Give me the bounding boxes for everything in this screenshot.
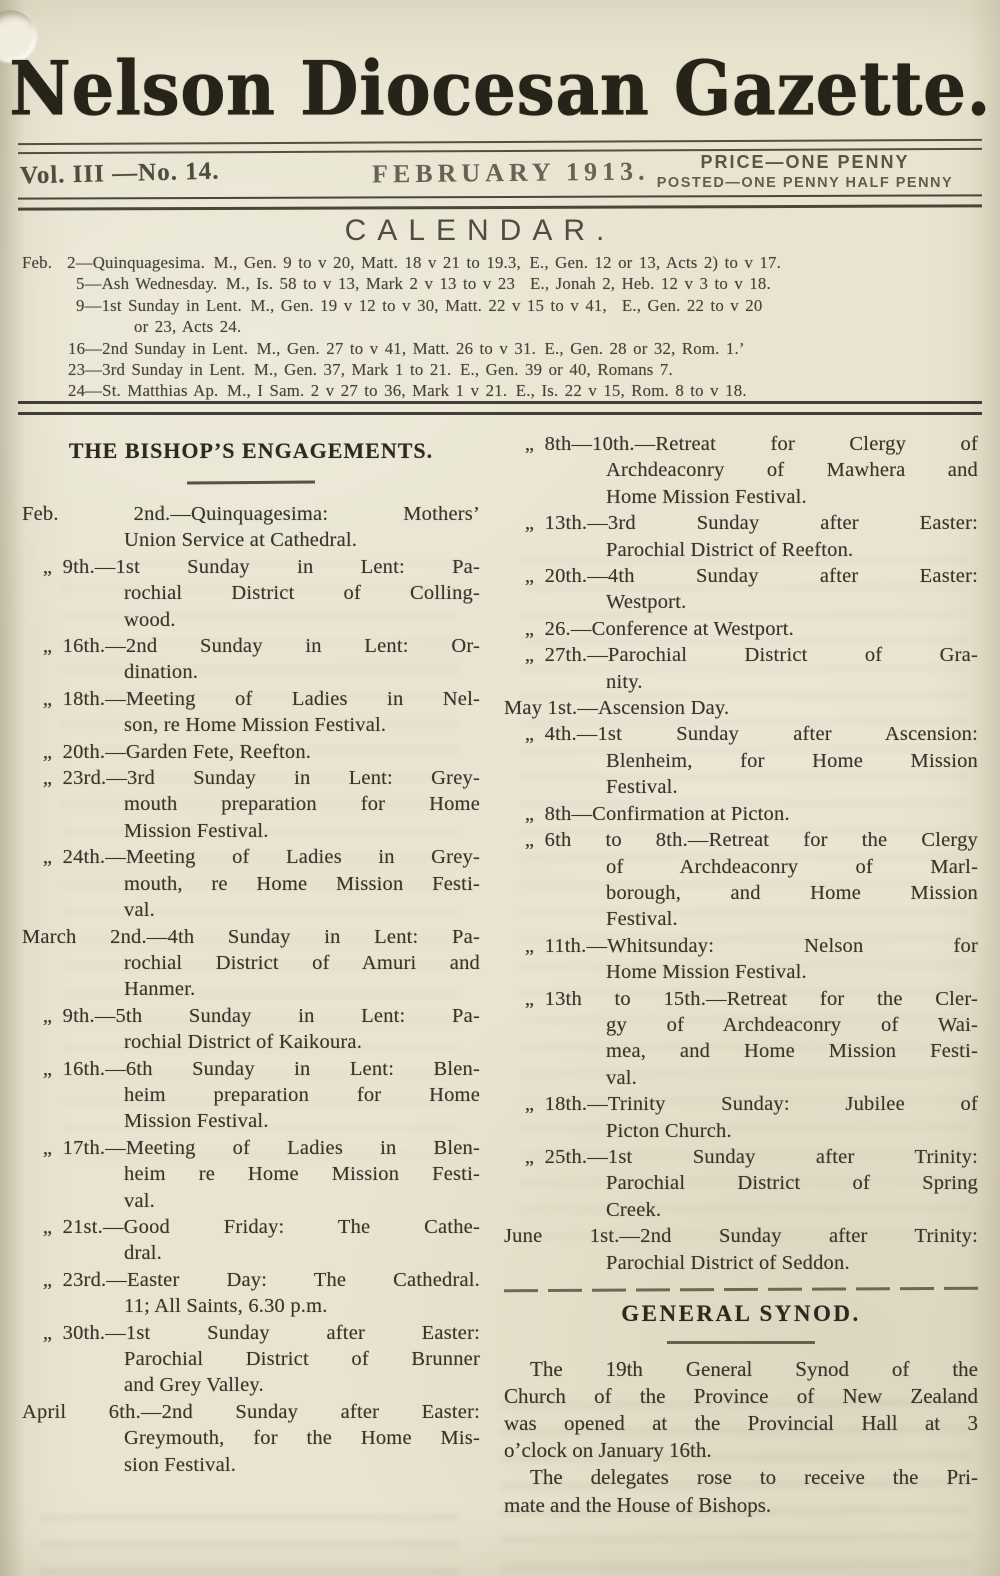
entry-line: „ 25th.—1st Sunday after Trinity: <box>504 1145 978 1168</box>
right-column <box>504 430 978 1519</box>
engagement-entry <box>504 510 978 563</box>
left-column <box>22 430 480 1478</box>
engagement-entry <box>22 501 480 554</box>
engagement-entry <box>22 1267 480 1320</box>
entry-line: 11; All Saints, 6.30 p.m. <box>124 1295 328 1318</box>
entry-line: „ 8th—Confirmation at Picton. <box>504 802 790 825</box>
entry-line: March 2nd.—4th Sunday in Lent: Pa- <box>22 925 480 948</box>
entry-line: Home Mission Festival. <box>606 485 807 508</box>
entry-line: Parochial District of Reefton. <box>606 538 854 561</box>
entry-line: Creek. <box>606 1198 662 1221</box>
calendar-line: 5—Ash Wednesday. M., Is. 58 to v 13, Mark 2 v 13 to v 23 E., Jonah 2, Heb. 12 v 3 to v 18. <box>76 274 771 294</box>
issue-date: FEBRUARY 1913. <box>371 156 650 189</box>
entry-line: val. <box>124 1189 155 1212</box>
entry-line: „ 24th.—Meeting of Ladies in Grey- <box>22 846 480 869</box>
engagement-entry <box>22 1214 480 1267</box>
entry-line: „ 4th.—1st Sunday after Ascension: <box>504 723 978 746</box>
engagement-entry <box>22 1320 480 1399</box>
entry-line: heim re Home Mission Festi- <box>124 1163 480 1186</box>
entry-line: Picton Church. <box>606 1119 732 1142</box>
engagement-entry <box>22 633 480 686</box>
engagement-entry <box>504 616 978 642</box>
engagement-entry <box>504 1144 978 1223</box>
calendar-heading: CALENDAR. <box>344 214 616 247</box>
entry-line: mea, and Home Mission Festi- <box>606 1040 978 1063</box>
engagement-entry <box>22 686 480 739</box>
header-rule-bottom <box>18 194 982 210</box>
entry-line: heim preparation for Home <box>124 1083 480 1106</box>
entry-line: „ 13th.—3rd Sunday after Easter: <box>504 512 978 535</box>
entry-line: „ 6th to 8th.—Retreat for the Clergy <box>504 829 978 852</box>
entry-line: „ 11th.—Whitsunday: Nelson for <box>504 934 978 957</box>
engagement-entry <box>22 844 480 923</box>
engagement-entry <box>22 1135 480 1214</box>
general-synod-heading: GENERAL SYNOD. <box>621 1301 861 1326</box>
engagement-entry <box>504 642 978 695</box>
engagement-entry <box>22 1056 480 1135</box>
entry-line: dination. <box>124 661 199 684</box>
entry-line: val. <box>606 1066 637 1089</box>
entry-line: „ 20th.—4th Sunday after Easter: <box>504 565 978 588</box>
entry-line: „ 21st.—Good Friday: The Cathe- <box>22 1215 480 1238</box>
general-synod-divider <box>504 1287 978 1292</box>
entry-line: rochial District of Kaikoura. <box>124 1031 363 1054</box>
entry-line: and Grey Valley. <box>124 1374 264 1397</box>
engagement-entry <box>22 554 480 633</box>
calendar-line: Feb. 2—Quinquagesima. M., Gen. 9 to v 20, Matt. 18 v 21 to 19.3, E., Gen. 12 or 13, Acts 2) to v 17. <box>22 253 782 272</box>
entry-line: Hanmer. <box>124 978 196 1001</box>
volume-number: Vol. III —No. 14. <box>19 157 220 190</box>
engagement-entry <box>22 1003 480 1056</box>
entry-line: June 1st.—2nd Sunday after Trinity: <box>504 1225 978 1248</box>
entry-line: val. <box>124 899 155 922</box>
engagement-entry <box>504 986 978 1092</box>
entry-line: borough, and Home Mission <box>606 881 978 904</box>
entry-line: „ 27th.—Parochial District of Gra- <box>504 644 978 667</box>
calendar-line: 23—3rd Sunday in Lent. M., Gen. 37, Mark 1 to 21. E., Gen. 39 or 40, Romans 7. <box>68 360 673 380</box>
heading-rule <box>187 480 315 484</box>
general-synod-rule <box>667 1341 815 1344</box>
paragraph-line: The 19th General Synod of the <box>530 1356 978 1381</box>
synod-paragraph <box>504 1356 978 1465</box>
engagement-entry <box>504 1091 978 1144</box>
paragraph-line: o’clock on January 16th. <box>504 1438 712 1463</box>
bleedthrough-texture <box>40 1496 460 1576</box>
entry-line: „ 20th.—Garden Fete, Reefton. <box>22 740 312 763</box>
engagement-entry <box>22 924 480 1003</box>
entry-line: Festival. <box>606 776 678 799</box>
calendar-line: 9—1st Sunday in Lent. M., Gen. 19 v 12 to v 30, Matt. 22 v 15 to v 41, E., Gen. 22 to v 20 <box>76 295 763 315</box>
paragraph-line: mate and the House of Bishops. <box>504 1492 772 1517</box>
entry-line: „ 23rd.—3rd Sunday in Lent: Grey- <box>22 767 480 790</box>
entry-line: Mission Festival. <box>124 819 269 842</box>
entry-line: rochial District of Amuri and <box>124 951 480 974</box>
entry-line: Parochial District of Seddon. <box>606 1251 850 1274</box>
entry-line: „ 26.—Conference at Westport. <box>504 617 794 640</box>
paragraph-line: The delegates rose to receive the Pri- <box>530 1465 978 1490</box>
engagement-entry <box>504 1223 978 1276</box>
price-info <box>652 152 958 191</box>
entry-line: „ 18th.—Trinity Sunday: Jubilee of <box>504 1093 978 1116</box>
engagement-entry <box>504 563 978 616</box>
entry-line: wood. <box>124 608 176 631</box>
engagement-entry <box>22 765 480 844</box>
engagement-entry <box>504 933 978 986</box>
entry-line: Home Mission Festival. <box>606 961 807 984</box>
paragraph-line: Church of the Province of New Zealand <box>504 1383 978 1408</box>
calendar-line: 24—St. Matthias Ap. M., I Sam. 2 v 27 to 36, Mark 1 v 21. E., Is. 22 v 15, Rom. 8 to v 18. <box>68 381 747 401</box>
entry-line: „ 13th to 15th.—Retreat for the Cler- <box>504 987 978 1010</box>
bishops-engagements-heading: THE BISHOP’S ENGAGEMENTS. <box>68 438 434 463</box>
entry-line: April 6th.—2nd Sunday after Easter: <box>22 1400 480 1423</box>
entry-line: mouth preparation for Home <box>124 793 480 816</box>
entry-line: dral. <box>124 1242 162 1265</box>
entry-line: Archdeaconry of Mawhera and <box>606 459 978 482</box>
entry-line: May 1st.—Ascension Day. <box>504 697 730 720</box>
entry-line: Parochial District of Brunner <box>124 1348 480 1370</box>
engagement-entry <box>22 739 480 765</box>
entry-line: „ 30th.—1st Sunday after Easter: <box>22 1321 480 1344</box>
entry-line: Blenheim, for Home Mission <box>606 749 978 772</box>
entry-line: rochial District of Colling- <box>124 582 480 605</box>
entry-line: Parochial District of Spring <box>606 1172 978 1195</box>
engagement-entry <box>504 695 978 721</box>
entry-line: Feb. 2nd.—Quinquagesima: Mothers’ <box>22 503 480 525</box>
entry-line: Festival. <box>606 908 678 931</box>
posted-price-line: POSTED—ONE PENNY HALF PENNY <box>656 175 954 191</box>
calendar-section <box>22 252 978 402</box>
engagement-entry <box>504 801 978 827</box>
entry-line: „ 18th.—Meeting of Ladies in Nel- <box>22 687 480 710</box>
engagement-entry <box>504 431 978 510</box>
calendar-line: 16—2nd Sunday in Lent. M., Gen. 27 to v 41, Matt. 26 to v 31. E., Gen. 28 or 32, Rom. 1.’ <box>68 338 745 358</box>
entry-line: „ 9th.—5th Sunday in Lent: Pa- <box>22 1004 480 1027</box>
masthead-title: Nelson Diocesan Gazette. <box>9 44 991 133</box>
calendar-line: or 23, Acts 24. <box>134 317 242 337</box>
entry-line: gy of Archdeaconry of Wai- <box>606 1013 978 1036</box>
entry-line: Greymouth, for the Home Mis- <box>124 1427 480 1450</box>
entry-line: Mission Festival. <box>124 1110 269 1133</box>
entry-line: Union Service at Cathedral. <box>124 529 358 552</box>
entry-line: sion Festival. <box>124 1453 237 1476</box>
entry-line: „ 9th.—1st Sunday in Lent: Pa- <box>22 555 480 578</box>
entry-line: „ 16th.—6th Sunday in Lent: Blen- <box>22 1057 480 1080</box>
entry-line: mouth, re Home Mission Festi- <box>124 872 480 895</box>
engagement-entry <box>22 1399 480 1478</box>
entry-line: nity. <box>606 670 643 693</box>
engagement-entry <box>504 827 978 933</box>
synod-paragraph <box>504 1464 978 1518</box>
entry-line: son, re Home Mission Festival. <box>124 714 387 737</box>
entry-line: of Archdeaconry of Marl- <box>606 855 978 878</box>
calendar-rule <box>18 401 982 415</box>
engagement-entry <box>504 721 978 800</box>
paragraph-line: was opened at the Provincial Hall at 3 <box>504 1410 978 1435</box>
entry-line: „ 17th.—Meeting of Ladies in Blen- <box>22 1136 480 1159</box>
entry-line: Westport. <box>606 591 687 614</box>
entry-line: „ 16th.—2nd Sunday in Lent: Or- <box>22 635 480 658</box>
entry-line: „ 8th—10th.—Retreat for Clergy of <box>504 433 978 455</box>
price-line: PRICE—ONE PENNY <box>700 152 910 172</box>
entry-line: „ 23rd.—Easter Day: The Cathedral. <box>22 1268 480 1291</box>
